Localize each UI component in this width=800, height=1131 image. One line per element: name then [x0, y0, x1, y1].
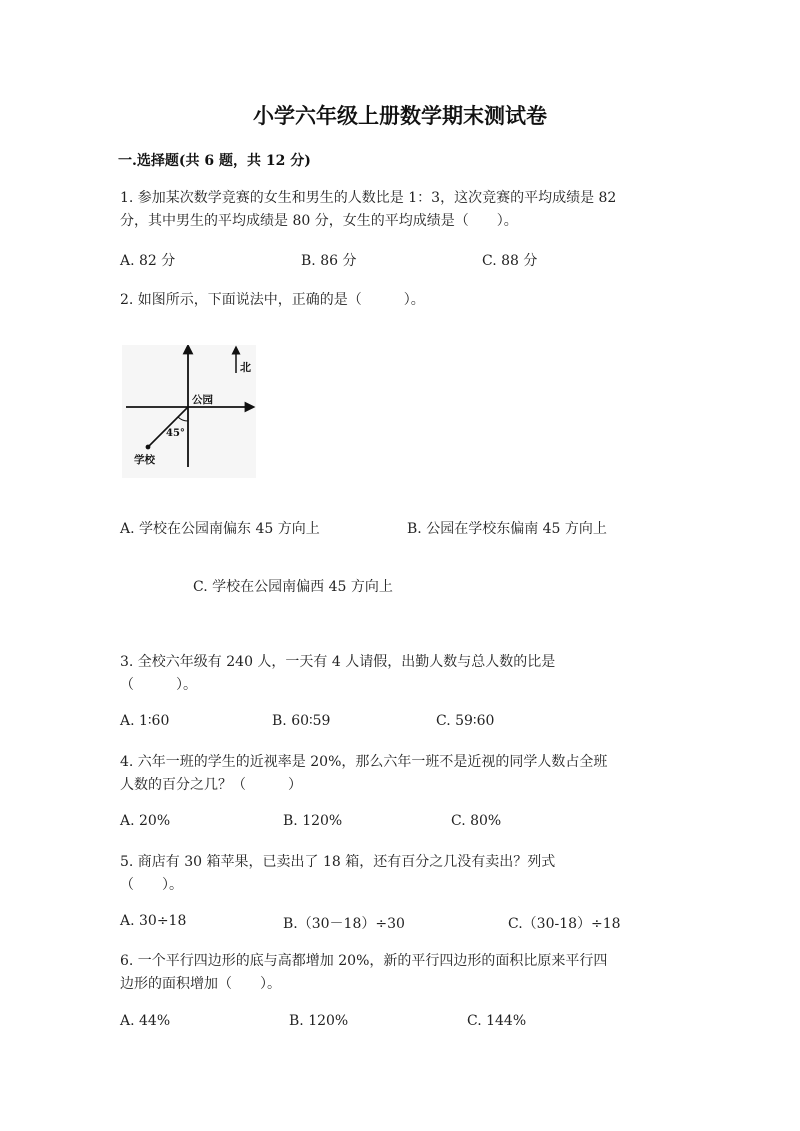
question-4-option-a: A. 20% — [120, 813, 171, 829]
question-line: 2. 如图所示，下面说法中，正确的是（ ）。 — [120, 292, 425, 308]
question-line: 4. 六年一班的学生的近视率是 20%，那么六年一班不是近视的同学人数占全班 — [120, 754, 608, 770]
question-line: （ ）。 — [120, 877, 183, 893]
page-title: 小学六年级上册数学期末测试卷 — [253, 103, 547, 128]
question-line: 6. 一个平行四边形的底与高都增加 20%，新的平行四边形的面积比原来平行四 — [120, 953, 608, 969]
park-label: 公园 — [192, 394, 213, 406]
question-6-option-c: C. 144% — [467, 1013, 527, 1029]
question-line: 1. 参加某次数学竞赛的女生和男生的人数比是 1：3，这次竞赛的平均成绩是 82 — [120, 190, 617, 206]
direction-diagram — [122, 345, 256, 478]
section-heading: 一.选择题(共 6 题，共 12 分) — [118, 153, 311, 169]
question-line: （ ）。 — [120, 677, 197, 693]
question-2-option-c: C. 学校在公园南偏西 45 方向上 — [193, 579, 393, 595]
question-1-option-b: B. 86 分 — [301, 253, 357, 269]
question-3-text — [120, 651, 555, 697]
question-3-option-a: A. 1∶60 — [120, 713, 170, 729]
question-1-option-c: C. 88 分 — [482, 253, 538, 269]
question-5-text — [120, 851, 555, 897]
question-line: 分，其中男生的平均成绩是 80 分，女生的平均成绩是（ ）。 — [120, 213, 518, 229]
question-line: 人数的百分之几？（ ） — [120, 777, 302, 793]
question-5-option-c: C.（30-18）÷18 — [508, 916, 621, 932]
question-6-option-b: B. 120% — [289, 1013, 349, 1029]
direction-diagram-svg — [122, 345, 256, 478]
question-line: 边形的面积增加（ ）。 — [120, 976, 281, 992]
angle-arc — [178, 417, 188, 421]
question-4-text — [120, 751, 607, 797]
question-1-text — [120, 187, 616, 233]
question-line: 3. 全校六年级有 240 人，一天有 4 人请假，出勤人数与总人数的比是 — [120, 654, 556, 670]
question-line: 5. 商店有 30 箱苹果，已卖出了 18 箱，还有百分之几没有卖出？列式 — [120, 854, 556, 870]
question-3-option-b: B. 60∶59 — [272, 713, 331, 729]
question-2-option-b: B. 公园在学校东偏南 45 方向上 — [407, 521, 607, 537]
school-ray — [148, 407, 188, 447]
question-4-option-c: C. 80% — [451, 813, 502, 829]
school-point — [146, 445, 151, 450]
question-3-option-c: C. 59∶60 — [436, 713, 495, 729]
question-6-option-a: A. 44% — [120, 1013, 171, 1029]
question-2-text — [120, 289, 425, 312]
north-label: 北 — [240, 361, 251, 374]
question-5-option-b: B.（30－18）÷30 — [283, 916, 405, 932]
question-1-option-a: A. 82 分 — [120, 253, 176, 269]
school-label: 学校 — [134, 454, 155, 466]
angle-label: 45° — [166, 428, 185, 439]
question-4-option-b: B. 120% — [283, 813, 343, 829]
question-5-option-a: A. 30÷18 — [120, 913, 187, 929]
question-2-option-a: A. 学校在公园南偏东 45 方向上 — [120, 521, 320, 537]
question-6-text — [120, 950, 607, 996]
